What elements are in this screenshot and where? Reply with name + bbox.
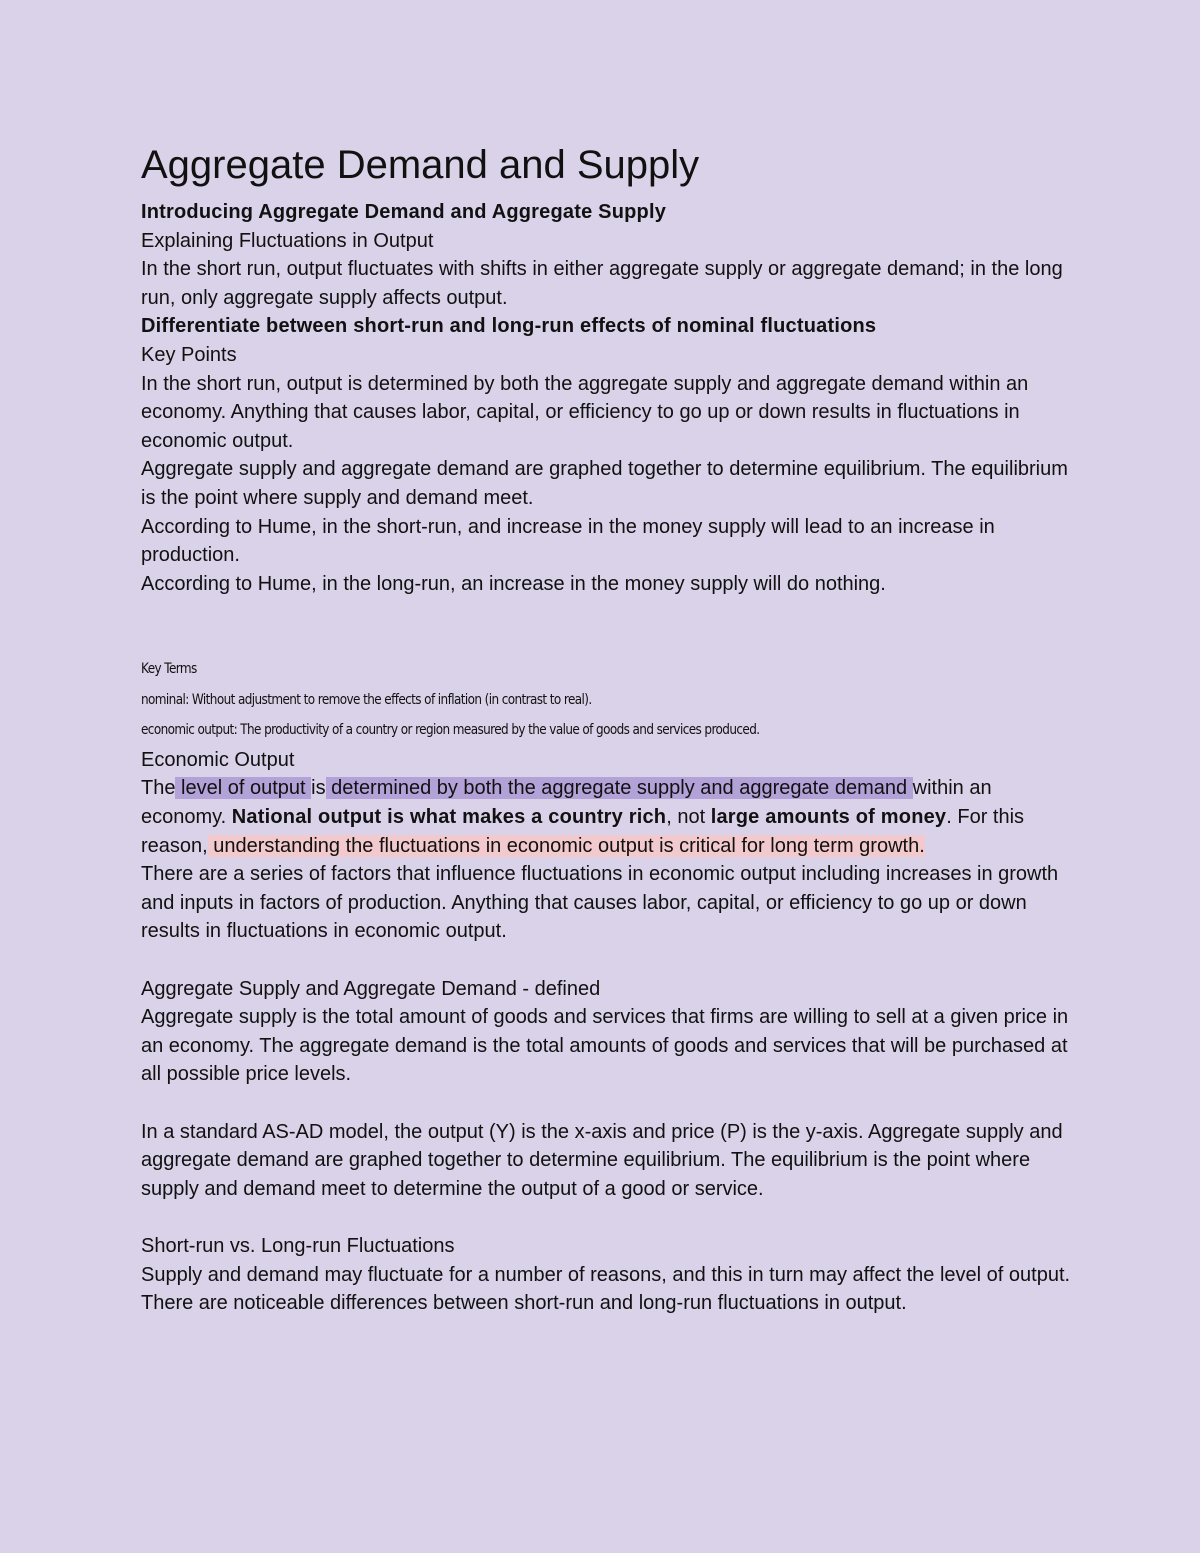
fluctuations-paragraph: Supply and demand may fluctuate for a number of reasons, and this in turn may affect the level of output. There are noticeable differences between short-run and long-run fluctuations in output.	[141, 1263, 1071, 1315]
economic-output-heading: Economic Output	[141, 748, 295, 771]
economic-output-paragraph	[141, 774, 1071, 860]
key-term: nominal: Without adjustment to remove the effects of inflation (in contrast to real).	[141, 691, 592, 708]
key-term: economic output: The productivity of a country or region measured by the value of goods and services produced.	[141, 722, 760, 739]
key-point: According to Hume, in the short-run, and increase in the money supply will lead to an increase in production.	[141, 515, 995, 567]
text-run: , not	[666, 806, 711, 828]
document-page	[141, 140, 1071, 1318]
key-point: Aggregate supply and aggregate demand are graphed together to determine equilibrium. The equilibrium is the point where supply and demand meet.	[141, 458, 1068, 509]
document-title: Aggregate Demand and Supply	[141, 143, 700, 187]
key-terms-label: Key Terms	[141, 661, 197, 678]
section-subheading: Explaining Fluctuations in Output	[141, 229, 434, 252]
highlighted-text: understanding the fluctuations in economic output is critical for long term growth.	[207, 834, 925, 857]
spacer	[141, 1203, 1071, 1232]
text-run: . For this reason,	[141, 806, 1025, 857]
key-point: In the short run, output is determined by both the aggregate supply and aggregate demand within an economy. Anything that causes labor, capital, or efficiency to go up or down results in fluctuations in economic output.	[141, 372, 1029, 452]
text-run: within an economy.	[141, 777, 992, 828]
spacer	[141, 946, 1071, 975]
highlighted-text: determined by both the aggregate supply and aggregate demand	[325, 777, 913, 800]
bold-text: National output is what makes a country rich	[231, 806, 667, 828]
economic-output-paragraph-2: There are a series of factors that influence fluctuations in economic output including increases in growth and inputs in factors of production. Anything that causes labor, capital, or efficiency to go up or down results in fluctuations in economic output.	[141, 863, 1059, 943]
key-point: According to Hume, in the long-run, an increase in the money supply will do nothing.	[141, 572, 886, 595]
as-ad-heading: Aggregate Supply and Aggregate Demand - defined	[141, 977, 601, 1000]
as-ad-model-paragraph: In a standard AS-AD model, the output (Y) is the x-axis and price (P) is the y-axis. Aggregate supply and aggregate demand are graphed together to determine equilibrium. The equilibrium is the point where supply and demand meet to determine the output of a good or service.	[141, 1120, 1063, 1200]
as-ad-paragraph: Aggregate supply is the total amount of goods and services that firms are willing to sell at a given price in an economy. The aggregate demand is the total amounts of goods and services that will be purchased at all possible price levels.	[141, 1006, 1069, 1086]
text-run: is	[311, 777, 326, 800]
fluctuations-heading: Short-run vs. Long-run Fluctuations	[141, 1234, 455, 1257]
highlighted-text: level of output	[175, 777, 312, 800]
key-points-label: Key Points	[141, 343, 237, 366]
section-heading: Introducing Aggregate Demand and Aggregate Supply	[141, 201, 667, 223]
text-run: The	[141, 777, 176, 800]
intro-paragraph: In the short run, output fluctuates with shifts in either aggregate supply or aggregate demand; in the long run, only aggregate supply affects output.	[141, 258, 1063, 309]
learning-objective: Differentiate between short-run and long-run effects of nominal fluctuations	[141, 315, 877, 338]
bold-text: large amounts of money	[710, 806, 947, 828]
spacer	[141, 1089, 1071, 1118]
